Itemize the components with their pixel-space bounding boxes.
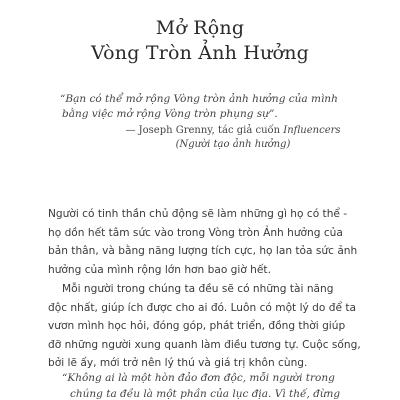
paragraph-line: Mỗi người trong chúng ta đều sẽ có những tài năng <box>62 283 334 295</box>
attribution-author: — Joseph Grenny, tác giả cuốn <box>125 125 284 136</box>
attribution-book-title: Influencers <box>283 125 341 136</box>
attribution-line <box>98 124 368 138</box>
body-paragraph-2 <box>48 280 360 373</box>
epigraph-quote-line-1: “Bạn có thể mở rộng Vòng tròn ảnh hưởng của mình <box>60 93 338 105</box>
paragraph-line: họ dồn hết tâm sức vào trong Vòng tròn Ảnh hưởng của <box>48 226 343 239</box>
chapter-title-line-1: Mở Rộng <box>155 17 245 39</box>
paragraph-line: vươn mình học hỏi, đóng góp, phát triển, đồng thời giúp <box>48 320 346 333</box>
epigraph-quote-line-2: bằng việc mở rộng Vòng tròn phụng sự”. <box>62 108 278 120</box>
paragraph-line: Người có tinh thần chủ động sẽ làm những gì họ có thể - <box>48 208 348 220</box>
block-quote <box>62 370 362 400</box>
attribution-book-translation: (Người tạo ảnh hưởng) <box>175 139 291 150</box>
block-quote-line-1: “Không ai là một hòn đảo đơn độc, mỗi người trong <box>62 372 335 384</box>
body-paragraph-1 <box>48 205 360 279</box>
paragraph-line: đỡ những người xung quanh làm điều tương tự. Cuộc sống, <box>48 338 361 351</box>
chapter-title-line-2: Vòng Tròn Ảnh Hưởng <box>90 42 309 64</box>
paragraph-line: bởi lẽ ấy, mới trở nên lý thú và giá trị khôn cùng. <box>48 357 308 370</box>
epigraph-quote <box>60 92 350 122</box>
chapter-title <box>0 16 400 66</box>
epigraph-attribution <box>98 124 368 152</box>
paragraph-line: hưởng của mình rộng lớn hơn bao giờ hết. <box>48 263 271 276</box>
paragraph-line: bản thân, và bằng năng lượng tích cực, họ lan tỏa sức ảnh <box>48 245 358 258</box>
paragraph-line: độc nhất, giúp ích được cho ai đó. Luôn có một lý do để ta <box>48 301 356 314</box>
block-quote-line-2: chúng ta đều là một phần của lục địa. Vì thế, đừng <box>70 388 341 400</box>
